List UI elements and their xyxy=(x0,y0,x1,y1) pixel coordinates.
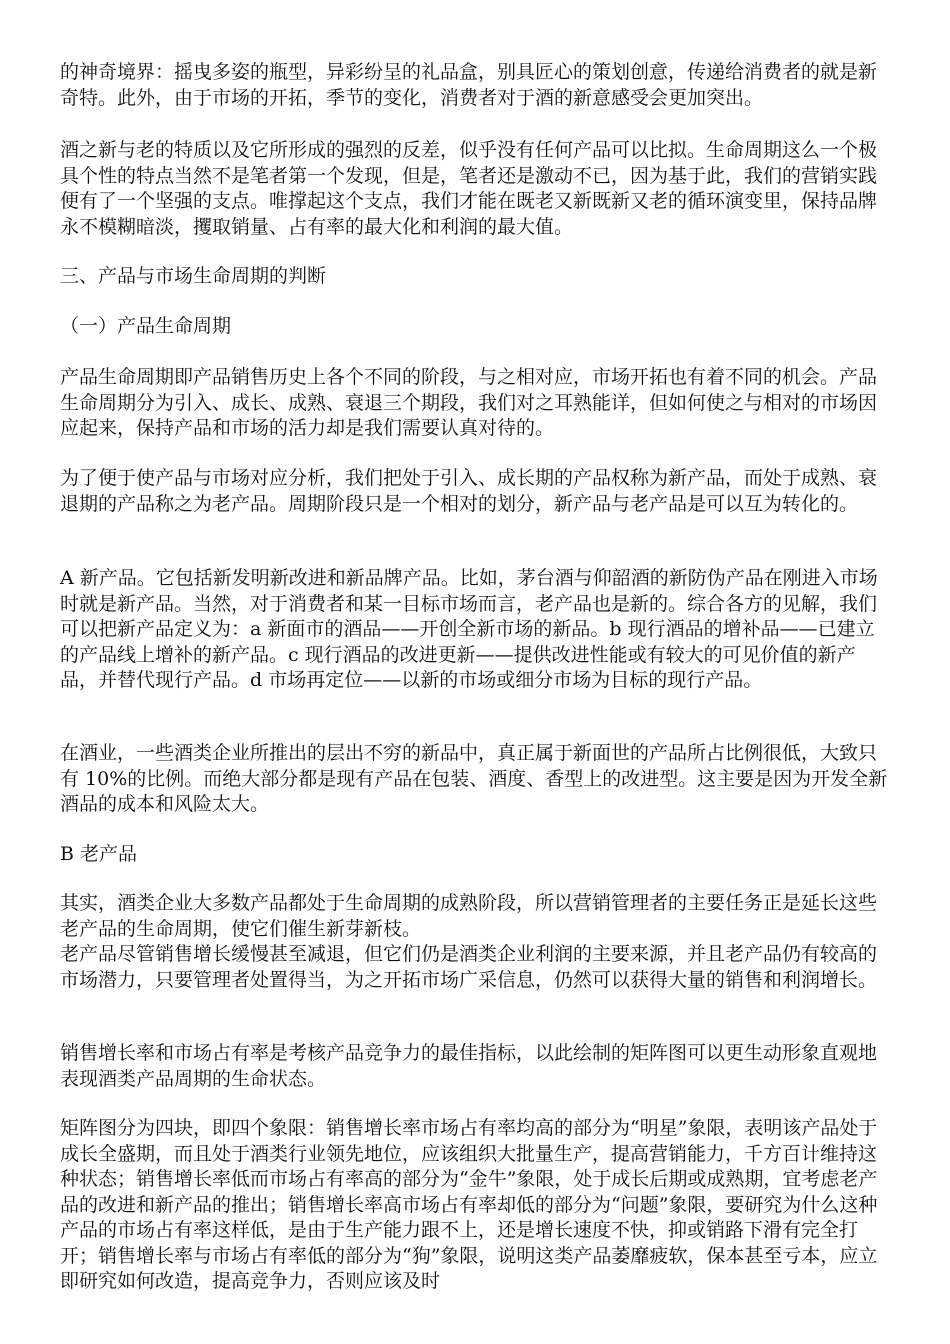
paragraph-new-product: A 新产品。它包括新发明新改进和新品牌产品。比如，茅台酒与仰韶酒的新防伪产品在刚进入市场时就是新产品。当然，对于消费者和某一目标市场而言，老产品也是新的。综合各方的见解，我们可以把新产品定义为：a 新面市的酒品——开创全新市场的新品。b 现行酒品的增补品——已建立的产品线上增补的新产品。c 现行酒品的改进更新——提供改进性能或有较大的可见价值的新产品，并替代现行产品。d 市场再定位——以新的市场或细分市场为目标的现行产品。 xyxy=(60,567,878,691)
paragraph-matrix-quadrants: 矩阵图分为四块，即四个象限：销售增长率市场占有率均高的部分为“明星”象限，表明该产品处于成长全盛期，而且处于酒类行业领先地位，应该组织大批量生产，提高营销能力，千方百计维持这种状态；销售增长率低而市场占有率高的部分为“金牛”象限，处于成长后期或成熟期，宜考虑老产品的改进和新产品的推出；销售增长率高市场占有率却低的部分为“问题”象限，要研究为什么这种产品的市场占有率这样低，是由于生产能力跟不上，还是增长速度不快，抑或销路下滑有完全打开；销售增长率与市场占有率低的部分为“狗”象限，说明这类产品萎靡疲软，保本甚至亏本，应立即研究如何改造，提高竞争力，否则应该及时 xyxy=(60,1117,878,1292)
paragraph-new-old-classification: 为了便于使产品与市场对应分析，我们把处于引入、成长期的产品权称为新产品，而处于成熟、衰退期的产品称之为老产品。周期阶段只是一个相对的划分，新产品与老产品是可以互为转化的。 xyxy=(60,467,878,515)
paragraph-lifecycle-definition: 产品生命周期即产品销售历史上各个不同的阶段，与之相对应，市场开拓也有着不同的机会。产品生命周期分为引入、成长、成熟、衰退三个期段，我们对之耳熟能详，但如何使之与相对的市场因应起来，保持产品和市场的活力却是我们需要认真对待的。 xyxy=(60,366,878,439)
paragraph-liquor-new-products: 在酒业，一些酒类企业所推出的层出不穷的新品中，真正属于新面世的产品所占比例很低，大致只有 10%的比例。而绝大部分都是现有产品在包装、酒度、香型上的改进型。这主要是因为开发全新酒品的成本和风险太大。 xyxy=(60,742,888,815)
paragraph-old-product-profit: 老产品尽管销售增长缓慢甚至减退，但它们仍是酒类企业利润的主要来源，并且老产品仍有较高的市场潜力，只要管理者处置得当，为之开拓市场广采信息，仍然可以获得大量的销售和利润增长。 xyxy=(60,943,878,991)
section-heading-3: 三、产品与市场生命周期的判断 xyxy=(60,265,327,287)
subsection-heading-1: （一）产品生命周期 xyxy=(60,315,232,337)
heading-old-product: B 老产品 xyxy=(60,843,138,865)
paragraph-mature-stage: 其实，酒类企业大多数产品都处于生命周期的成熟阶段，所以营销管理者的主要任务正是延长这些老产品的生命周期，使它们催生新芽新枝。 xyxy=(60,892,878,940)
paragraph-matrix-indicators: 销售增长率和市场占有率是考核产品竞争力的最佳指标，以此绘制的矩阵图可以更生动形象直观地表现酒类产品周期的生命状态。 xyxy=(60,1042,878,1090)
paragraph-intro-continuation: 的神奇境界：摇曳多姿的瓶型，异彩纷呈的礼品盒，别具匠心的策划创意，传递给消费者的就是新奇特。此外，由于市场的开拓，季节的变化，消费者对于酒的新意感受会更加突出。 xyxy=(60,61,878,109)
paragraph-new-old-contrast: 酒之新与老的特质以及它所形成的强烈的反差，似乎没有任何产品可以比拟。生命周期这么一个极具个性的特点当然不是笔者第一个发现，但是，笔者还是激动不已，因为基于此，我们的营销实践便有了一个坚强的支点。唯撑起这个支点，我们才能在既老又新既新又老的循环演变里，保持品牌永不模糊暗淡，攫取销量、占有率的最大化和利润的最大值。 xyxy=(60,139,878,238)
